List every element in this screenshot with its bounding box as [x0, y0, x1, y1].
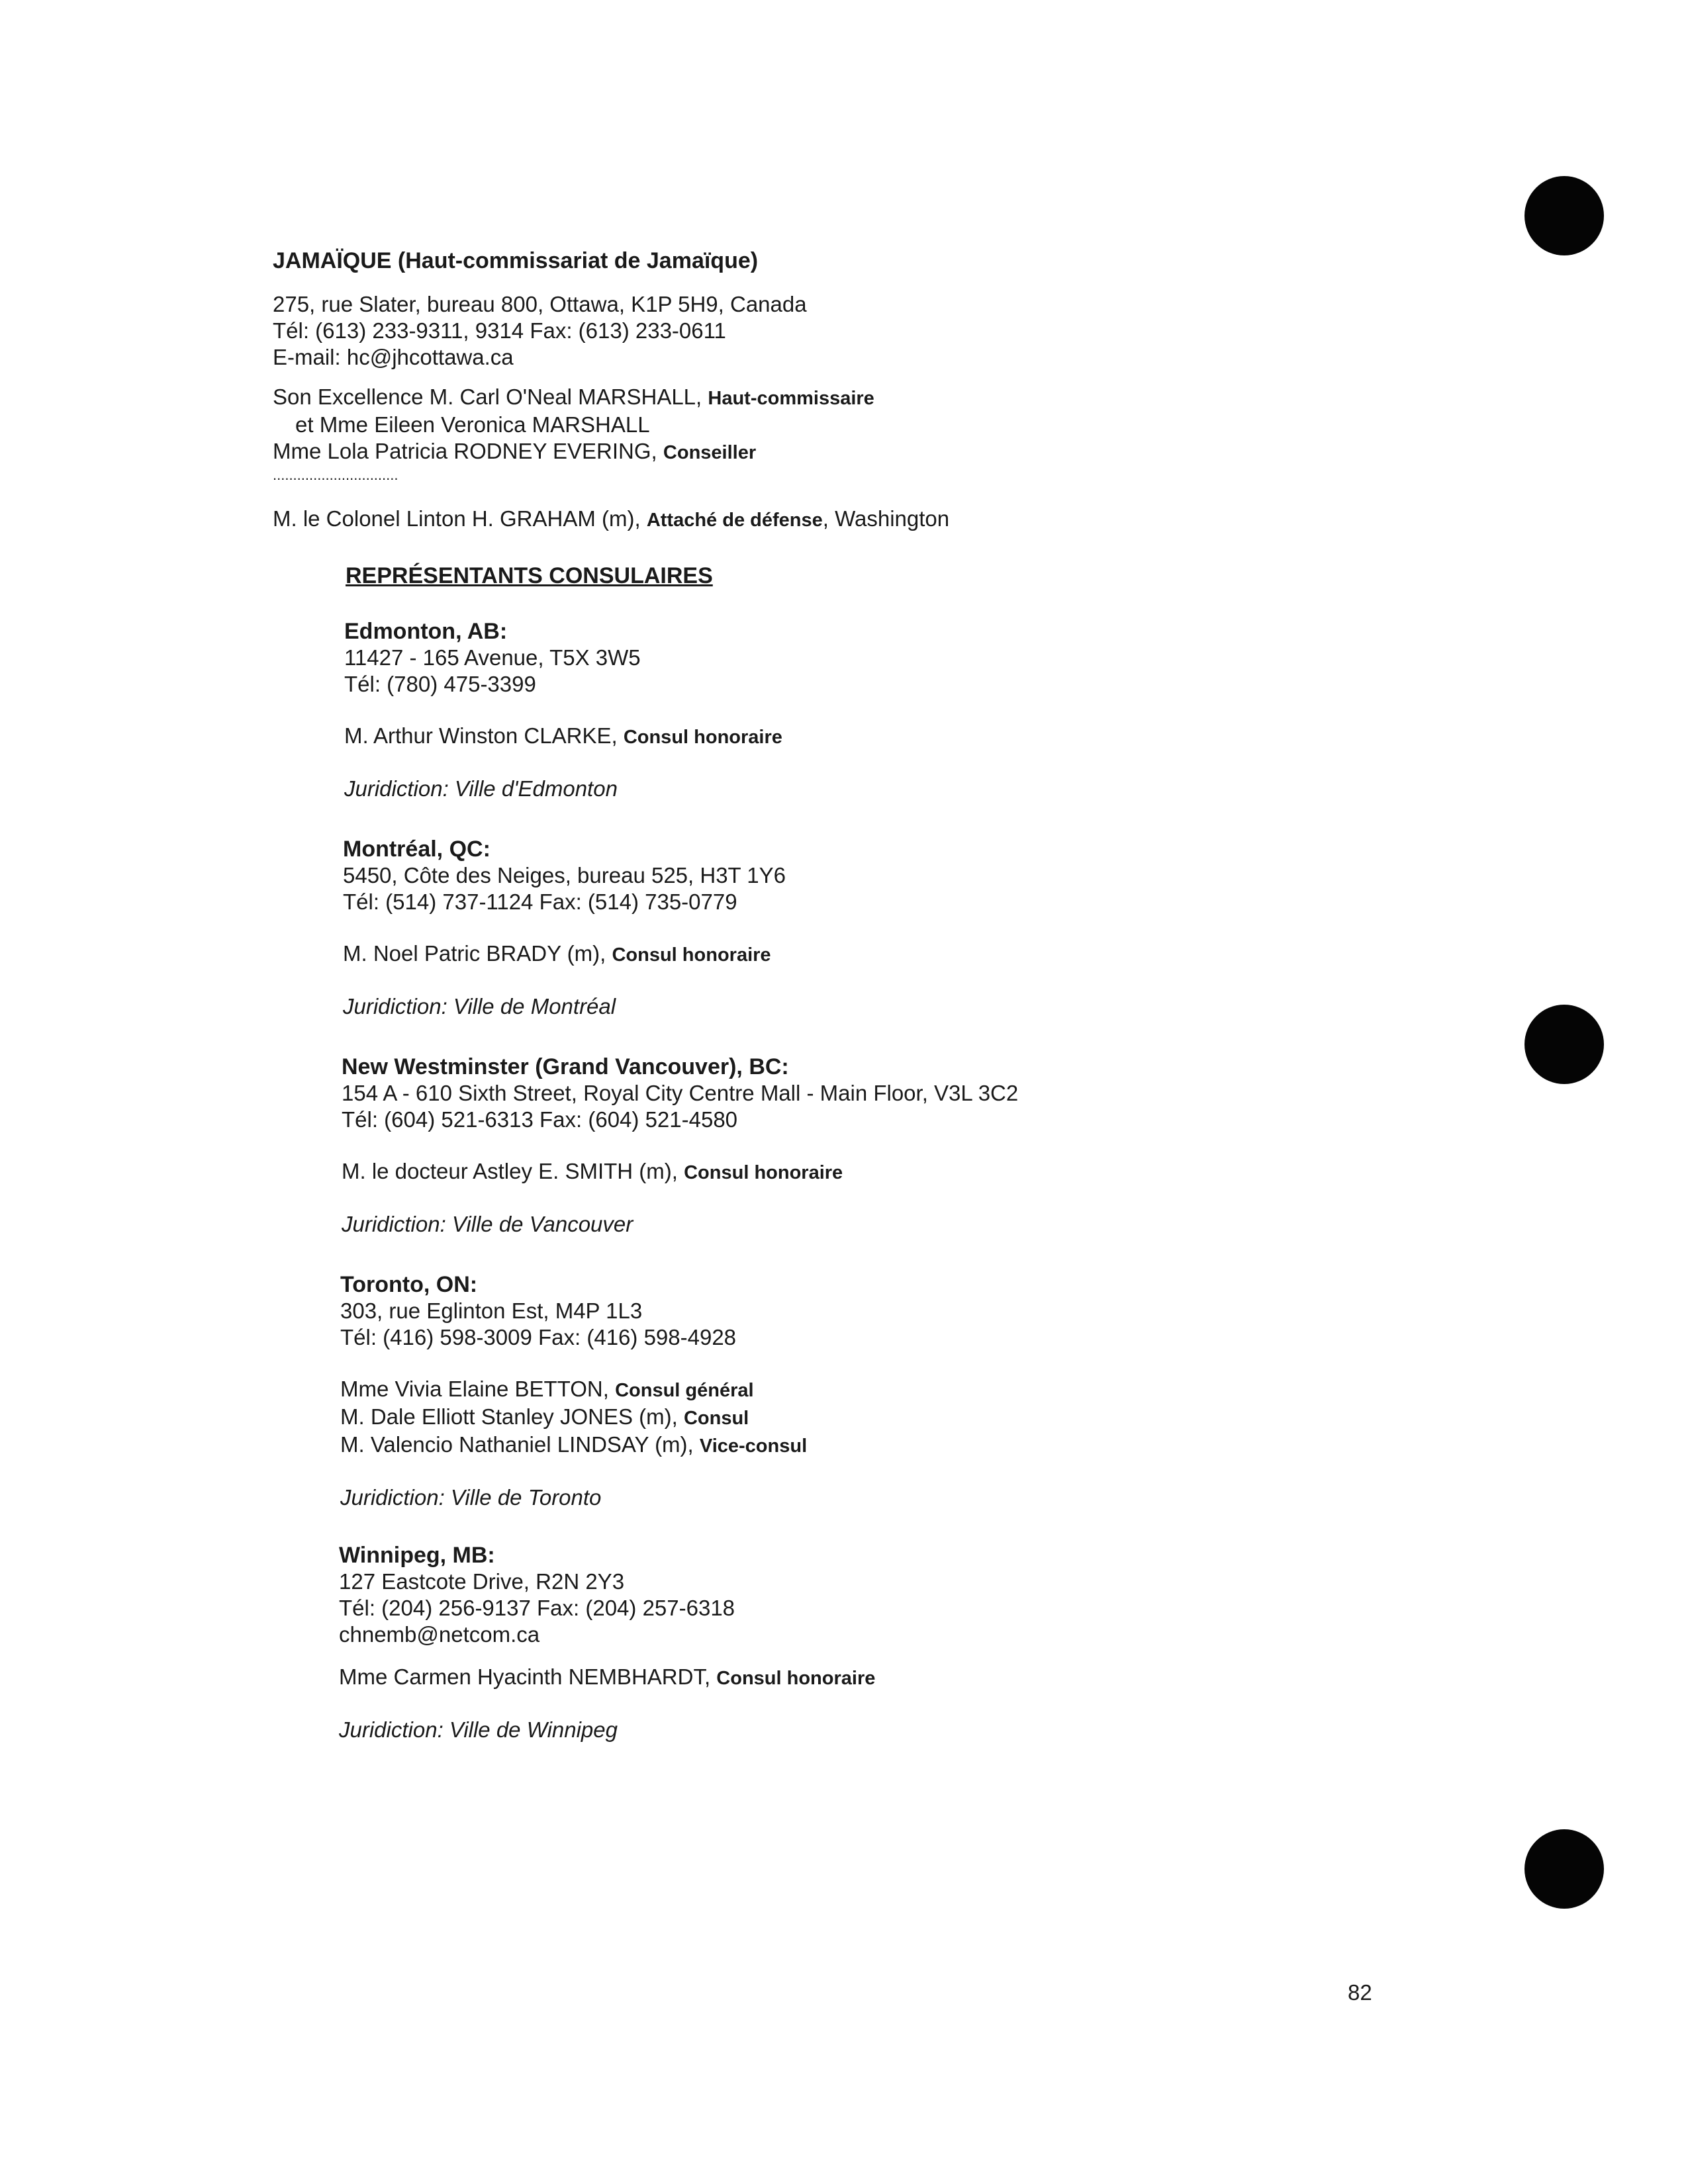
staff-role: Haut-commissaire [708, 388, 874, 409]
staff-entry [273, 412, 874, 438]
jurisdiction: Juridiction: Ville d'Edmonton [344, 776, 618, 801]
jurisdiction: Juridiction: Ville de Montréal [343, 994, 616, 1019]
consulate-phone: Tél: (604) 521-6313 Fax: (604) 521-4580 [342, 1107, 738, 1132]
consul-name: M. Noel Patric BRADY (m), [343, 941, 612, 966]
consulate-phone: Tél: (416) 598-3009 Fax: (416) 598-4928 [340, 1325, 737, 1349]
consul-role: Consul général [615, 1380, 754, 1401]
consul-role: Consul honoraire [623, 727, 782, 748]
binder-hole-middle [1524, 1005, 1604, 1084]
consul-name: M. Valencio Nathaniel LINDSAY (m), [340, 1432, 700, 1457]
consul-role: Consul honoraire [716, 1668, 876, 1689]
consul-entry [343, 940, 786, 968]
consul-role: Consul [683, 1408, 749, 1429]
consul-entry [340, 1432, 807, 1459]
attache-name: M. le Colonel Linton H. GRAHAM (m), [273, 506, 647, 531]
consulate-winnipeg [339, 1542, 875, 1743]
consul-name: Mme Carmen Hyacinth NEMBHARDT, [339, 1664, 717, 1689]
jurisdiction: Juridiction: Ville de Vancouver [342, 1212, 633, 1236]
consulate-new-westminster [342, 1054, 1018, 1238]
consulate-city: New Westminster (Grand Vancouver), BC: [342, 1054, 789, 1079]
jurisdiction: Juridiction: Ville de Winnipeg [339, 1717, 618, 1742]
consular-heading: REPRÉSENTANTS CONSULAIRES [346, 563, 713, 588]
consulate-email: chnemb@netcom.ca [339, 1622, 540, 1647]
consulate-city: Toronto, ON: [340, 1272, 478, 1297]
consulate-montreal [343, 836, 786, 1020]
page-number: 82 [1348, 1980, 1372, 2005]
dotted-separator: ............................... [273, 467, 399, 483]
staff-name: et Mme Eileen Veronica MARSHALL [295, 412, 650, 437]
consul-name: M. le docteur Astley E. SMITH (m), [342, 1159, 684, 1183]
consulate-city: Montréal, QC: [343, 837, 491, 862]
embassy-email: E-mail: hc@jhcottawa.ca [273, 345, 514, 369]
consulate-address: 5450, Côte des Neiges, bureau 525, H3T 1Y6 [343, 863, 786, 887]
consul-entry [339, 1664, 875, 1692]
consulate-phone: Tél: (514) 737-1124 Fax: (514) 735-0779 [343, 889, 737, 914]
consul-role: Vice-consul [699, 1435, 808, 1457]
consulate-address: 11427 - 165 Avenue, T5X 3W5 [344, 645, 641, 670]
jurisdiction: Juridiction: Ville de Toronto [340, 1485, 602, 1510]
consulate-city: Edmonton, AB: [344, 619, 508, 644]
consulate-city: Winnipeg, MB: [339, 1543, 495, 1568]
binder-hole-bottom [1524, 1829, 1604, 1909]
staff-name: Son Excellence M. Carl O'Neal MARSHALL, [273, 385, 708, 409]
staff-role: Conseiller [663, 442, 757, 463]
consulate-phone: Tél: (204) 256-9137 Fax: (204) 257-6318 [339, 1596, 735, 1620]
embassy-staff [273, 384, 874, 484]
embassy-title: JAMAÏQUE (Haut-commissariat de Jamaïque) [273, 248, 759, 273]
consulate-address: 303, rue Eglinton Est, M4P 1L3 [340, 1298, 643, 1323]
embassy-address: 275, rue Slater, bureau 800, Ottawa, K1P 5H9, Canada [273, 292, 807, 316]
embassy-contact [273, 291, 807, 371]
consul-entry [342, 1158, 1018, 1186]
attache-line [273, 506, 949, 533]
consul-name: M. Dale Elliott Stanley JONES (m), [340, 1404, 684, 1429]
consulate-address: 154 A - 610 Sixth Street, Royal City Centre Mall - Main Floor, V3L 3C2 [342, 1081, 1019, 1105]
consul-role: Consul honoraire [612, 944, 771, 966]
consul-entry [340, 1404, 807, 1432]
attache-suffix: , Washington [822, 506, 950, 531]
consul-name: M. Arthur Winston CLARKE, [344, 723, 624, 748]
staff-entry [273, 384, 874, 412]
consulate-toronto [340, 1271, 807, 1511]
embassy-phone: Tél: (613) 233-9311, 9314 Fax: (613) 233-0611 [273, 318, 726, 343]
binder-hole-top [1524, 176, 1604, 255]
consulate-edmonton [344, 618, 782, 802]
consul-role: Consul honoraire [684, 1162, 843, 1183]
attache-role: Attaché de défense [646, 510, 823, 531]
staff-entry [273, 438, 874, 466]
consul-name: Mme Vivia Elaine BETTON, [340, 1377, 616, 1401]
consul-entry [340, 1376, 807, 1404]
consulate-phone: Tél: (780) 475-3399 [344, 672, 536, 696]
consul-entry [344, 723, 782, 751]
consulate-address: 127 Eastcote Drive, R2N 2Y3 [339, 1569, 625, 1594]
staff-name: Mme Lola Patricia RODNEY EVERING, [273, 439, 663, 463]
